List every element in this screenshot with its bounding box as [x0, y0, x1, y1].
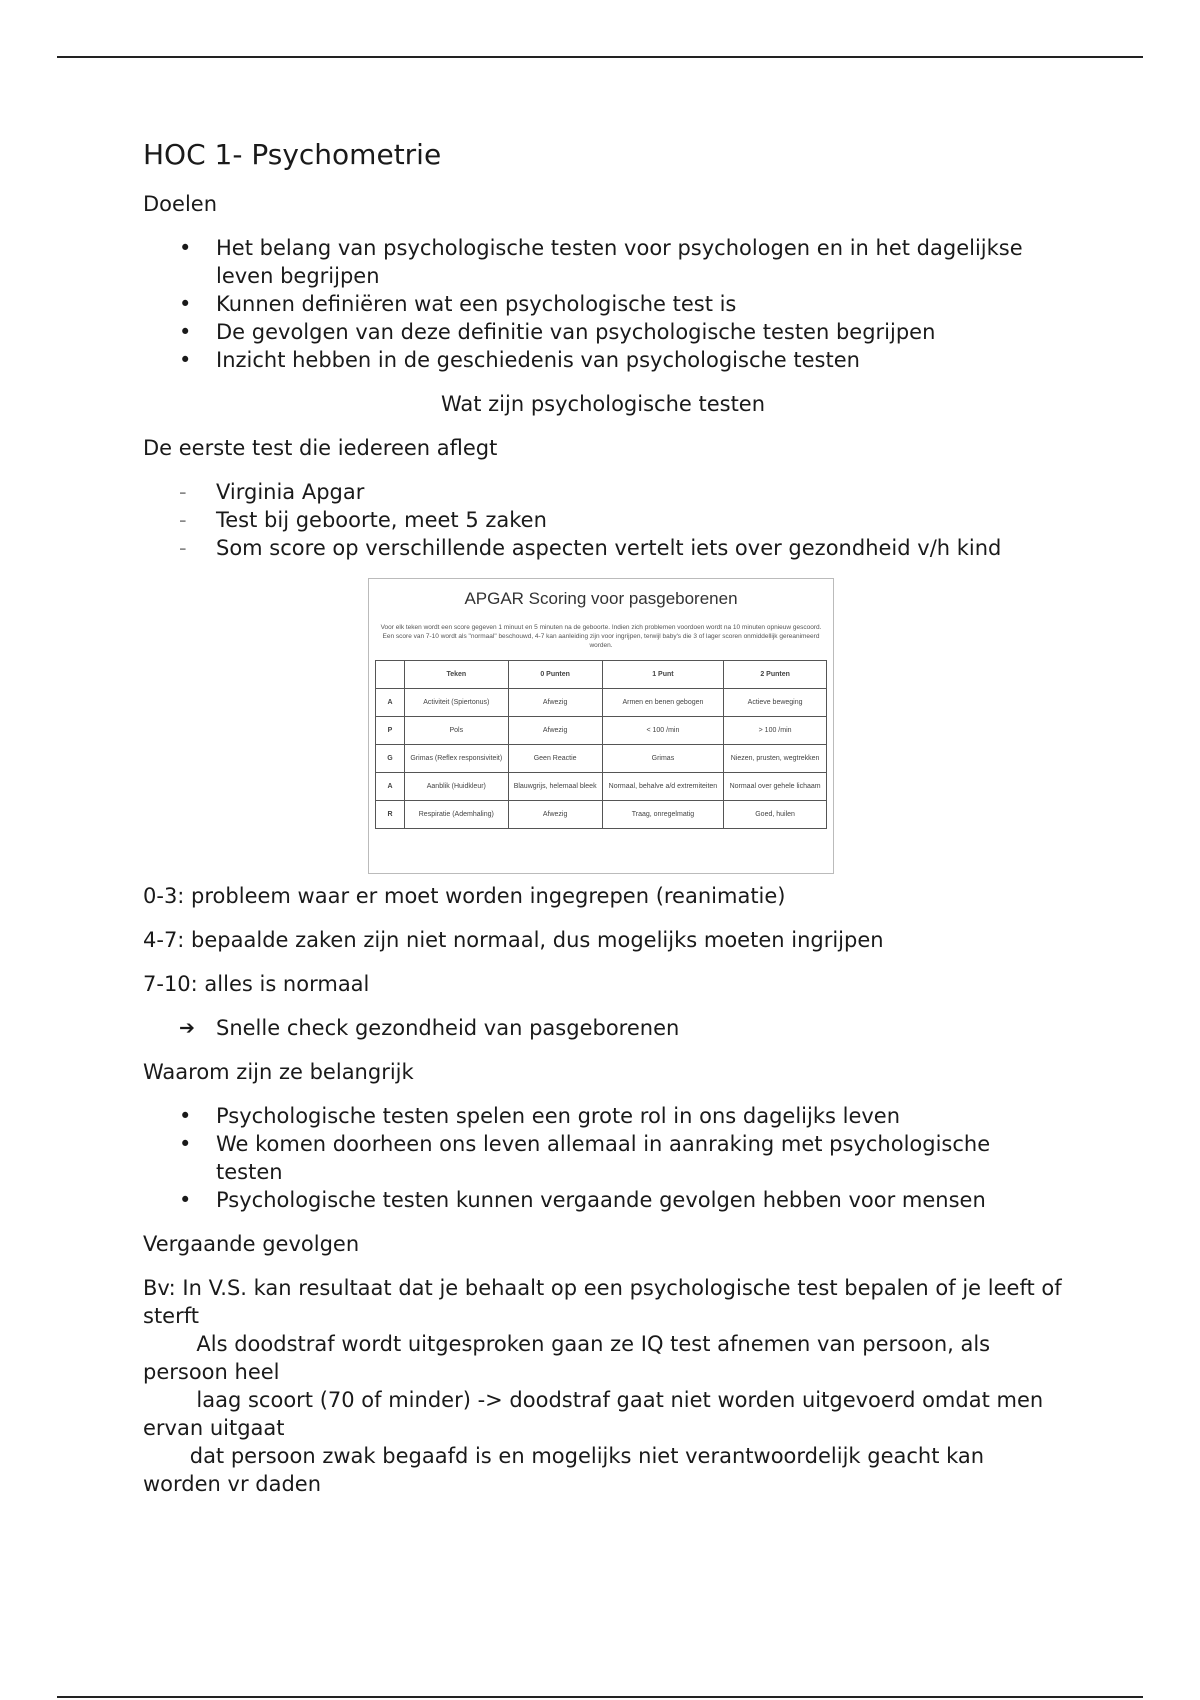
table-cell: Actieve beweging — [724, 689, 827, 717]
list-item: - Test bij geboorte, meet 5 zaken — [179, 508, 547, 532]
document-page — [143, 138, 1069, 1514]
section-title: Wat zijn psychologische testen — [440, 392, 766, 416]
table-row — [376, 717, 827, 745]
table-cell: Afwezig — [508, 801, 602, 829]
paragraph-line: dat persoon zwak begaafd is en mogelijks niet verantwoordelijk geacht kan worden vr daden — [143, 1444, 991, 1496]
conclusion-line: ➔ Snelle check gezondheid van pasgeborenen — [179, 1016, 680, 1040]
list-item: • Kunnen definiëren wat een psychologische test is — [179, 292, 737, 316]
table-cell: G — [376, 745, 405, 773]
eerste-test-list — [143, 478, 1063, 562]
eerste-test-heading: De eerste test die iedereen aflegt — [143, 436, 498, 460]
bullet-icon: • — [179, 1104, 192, 1128]
score-line: 0-3: probleem waar er moet worden ingegrepen (reanimatie) — [143, 884, 786, 908]
table-cell: Normaal over gehele lichaam — [724, 773, 827, 801]
dash-icon: - — [179, 536, 187, 560]
table-cell: Afwezig — [508, 717, 602, 745]
table-cell: Traag, onregelmatig — [602, 801, 724, 829]
table-header-cell: Teken — [405, 661, 509, 689]
list-item: • Inzicht hebben in de geschiedenis van psychologische testen — [179, 348, 860, 372]
table-cell: Grimas (Reflex responsiviteit) — [405, 745, 509, 773]
doelen-heading: Doelen — [143, 192, 218, 216]
table-cell: P — [376, 717, 405, 745]
list-item: • Psychologische testen kunnen vergaande gevolgen hebben voor mensen — [179, 1188, 986, 1212]
arrow-right-icon: ➔ — [179, 1017, 195, 1039]
table-cell: R — [376, 801, 405, 829]
table-row — [376, 773, 827, 801]
dash-icon: - — [179, 508, 187, 532]
list-item: • De gevolgen van deze definitie van psychologische testen begrijpen — [179, 320, 936, 344]
table-cell: > 100 /min — [724, 717, 827, 745]
header-rule — [57, 56, 1143, 58]
bullet-icon: • — [179, 292, 192, 316]
footer-rule — [57, 1696, 1143, 1698]
table-cell: < 100 /min — [602, 717, 724, 745]
table-cell: Blauwgrijs, helemaal bleek — [508, 773, 602, 801]
belangrijk-list — [143, 1102, 1063, 1214]
apgar-figure-title: APGAR Scoring voor pasgeborenen — [464, 589, 738, 608]
paragraph-line: laag scoort (70 of minder) -> doodstraf gaat niet worden uitgevoerd omdat men ervan uitgaat — [143, 1388, 1050, 1440]
bullet-icon: • — [179, 320, 192, 344]
apgar-table — [375, 660, 827, 829]
table-cell: Pols — [405, 717, 509, 745]
gevolgen-paragraph — [143, 1274, 1069, 1498]
table-cell: A — [376, 773, 405, 801]
table-header-cell: 1 Punt — [602, 661, 724, 689]
table-row — [376, 801, 827, 829]
table-cell: Goed, huilen — [724, 801, 827, 829]
table-cell: Geen Reactie — [508, 745, 602, 773]
score-line: 4-7: bepaalde zaken zijn niet normaal, dus mogelijks moeten ingrijpen — [143, 928, 884, 952]
table-header-cell: 2 Punten — [724, 661, 827, 689]
table-cell: Niezen, prusten, wegtrekken — [724, 745, 827, 773]
table-cell: Normaal, behalve a/d extremiteiten — [602, 773, 724, 801]
table-row — [376, 745, 827, 773]
table-row — [376, 689, 827, 717]
table-header-row — [376, 661, 827, 689]
gevolgen-heading: Vergaande gevolgen — [143, 1232, 360, 1256]
table-header-cell: 0 Punten — [508, 661, 602, 689]
list-item: • Het belang van psychologische testen voor psychologen en in het dagelijkse leven begrijpen — [179, 236, 1023, 288]
table-cell: A — [376, 689, 405, 717]
apgar-figure-description: Voor elk teken wordt een score gegeven 1 minuut en 5 minuten na de geboorte. Indien zich problemen voordoen wordt na 10 minuten opnieuw gescoord. Een score van 7-10 wordt als "normaal" beschouwd, 4-7 kan aanleiding zijn voor ingrijpen, terwijl baby's die 3 of lager scoren onmiddellijk gereanimeerd worden. — [380, 624, 822, 649]
doelen-list — [143, 234, 1063, 374]
score-line: 7-10: alles is normaal — [143, 972, 370, 996]
list-item: - Som score op verschillende aspecten vertelt iets over gezondheid v/h kind — [179, 536, 1002, 560]
table-cell: Activiteit (Spiertonus) — [405, 689, 509, 717]
list-item: • Psychologische testen spelen een grote rol in ons dagelijks leven — [179, 1104, 901, 1128]
dash-icon: - — [179, 480, 187, 504]
table-cell: Respiratie (Ademhaling) — [405, 801, 509, 829]
belangrijk-heading: Waarom zijn ze belangrijk — [143, 1060, 414, 1084]
table-cell: Grimas — [602, 745, 724, 773]
paragraph-line: Als doodstraf wordt uitgesproken gaan ze IQ test afnemen van persoon, als persoon heel — [143, 1332, 997, 1384]
list-item: - Virginia Apgar — [179, 480, 365, 504]
table-cell: Armen en benen gebogen — [602, 689, 724, 717]
paragraph-line: Bv: In V.S. kan resultaat dat je behaalt op een psychologische test bepalen of je leeft of sterft — [143, 1276, 1069, 1328]
apgar-figure — [368, 578, 834, 874]
table-cell: Afwezig — [508, 689, 602, 717]
list-item: • We komen doorheen ons leven allemaal in aanraking met psychologische testen — [179, 1132, 991, 1184]
bullet-icon: • — [179, 236, 192, 260]
table-cell: Aanblik (Huidkleur) — [405, 773, 509, 801]
table-header-cell — [376, 661, 405, 689]
bullet-icon: • — [179, 1188, 192, 1212]
bullet-icon: • — [179, 1132, 192, 1156]
bullet-icon: • — [179, 348, 192, 372]
page-title: HOC 1- Psychometrie — [143, 138, 442, 171]
